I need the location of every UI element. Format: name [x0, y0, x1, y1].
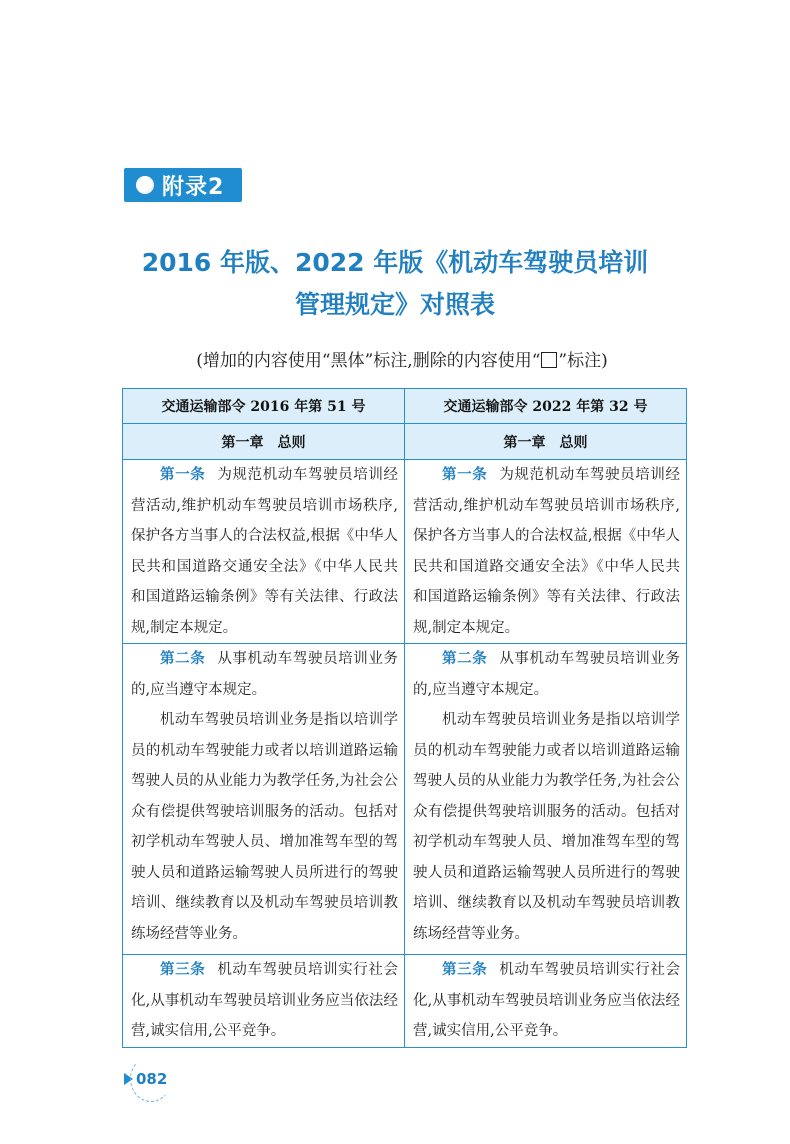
article-label: 第一条: [442, 467, 488, 483]
chapter-left: 第一章 总则: [123, 424, 405, 460]
cell-2016: [123, 955, 405, 1048]
article-text: 为规范机动车驾驶员培训经营活动,维护机动车驾驶员培训市场秩序,保护各方当事人的合法权益,根据《中华人民共和国道路交通安全法》《中华人民共和国道路运输条例》等有关法律、行政法规,制定本规定。: [131, 467, 399, 636]
badge-dot-icon: [136, 176, 154, 194]
page-title-line1: 2016 年版、2022 年版《机动车驾驶员培训: [141, 248, 649, 277]
cell-2022: [405, 955, 687, 1048]
box-icon: [541, 352, 557, 368]
table-row: [123, 460, 687, 644]
article-paragraph: [131, 644, 398, 705]
page-number: [124, 1070, 167, 1088]
page-number-text: 082: [136, 1070, 168, 1088]
article-paragraph: [413, 644, 680, 705]
table-row: [123, 955, 687, 1048]
article-paragraph: [413, 460, 680, 643]
article-label: 第三条: [442, 962, 488, 978]
article-paragraph: [131, 955, 398, 1047]
header-2022: 交通运输部令 2022 年第 32 号: [405, 389, 687, 424]
annotation-note: [120, 346, 684, 371]
chapter-row: [123, 424, 687, 460]
article-paragraph: 机动车驾驶员培训业务是指以培训学员的机动车驾驶能力或者以培训道路运输驾驶人员的从业能力为教学任务,为社会公众有偿提供驾驶培训服务的活动。包括对初学机动车驾驶人员、增加准驾车型的驾驶人员和道路运输驾驶人员所进行的驾驶培训、继续教育以及机动车驾驶员培训教练场经营等业务。: [413, 712, 680, 942]
comparison-table: [122, 388, 687, 1048]
article-paragraph: [131, 460, 398, 643]
article-label: 第二条: [160, 651, 206, 667]
article-text: 从事机动车驾驶员培训业务的,应当遵守本规定。: [131, 651, 399, 698]
article-label: 第一条: [160, 467, 206, 483]
header-2016: 交通运输部令 2016 年第 51 号: [123, 389, 405, 424]
article-text: 机动车驾驶员培训实行社会化,从事机动车驾驶员培训业务应当依法经营,诚实信用,公平竞争。: [131, 962, 399, 1039]
cell-2022: [405, 460, 687, 644]
cell-2016: [123, 644, 405, 955]
cell-2022: [405, 644, 687, 955]
article-text: 为规范机动车驾驶员培训经营活动,维护机动车驾驶员培训市场秩序,保护各方当事人的合法权益,根据《中华人民共和国道路交通安全法》《中华人民共和国道路运输条例》等有关法律、行政法规,制定本规定。: [413, 467, 681, 636]
table-row: [123, 644, 687, 955]
header-row: [123, 389, 687, 424]
chapter-right: 第一章 总则: [405, 424, 687, 460]
article-label: 第三条: [160, 962, 206, 978]
article-paragraph: [413, 955, 680, 1047]
article-text: 机动车驾驶员培训实行社会化,从事机动车驾驶员培训业务应当依法经营,诚实信用,公平竞争。: [413, 962, 681, 1039]
appendix-badge: [124, 168, 242, 202]
note-text-after: ”标注): [558, 351, 608, 371]
badge-label: 附录2: [162, 174, 225, 200]
page-arc-decoration: [130, 1056, 172, 1102]
note-text-before: (增加的内容使用“黑体”标注,删除的内容使用“: [196, 351, 541, 371]
page-title-line2: 管理规定》对照表: [294, 290, 495, 319]
article-text: 从事机动车驾驶员培训业务的,应当遵守本规定。: [413, 651, 681, 698]
cell-2016: [123, 460, 405, 644]
article-paragraph: 机动车驾驶员培训业务是指以培训学员的机动车驾驶能力或者以培训道路运输驾驶人员的从业能力为教学任务,为社会公众有偿提供驾驶培训服务的活动。包括对初学机动车驾驶人员、增加准驾车型的驾驶人员和道路运输驾驶人员所进行的驾驶培训、继续教育以及机动车驾驶员培训教练场经营等业务。: [131, 712, 398, 942]
article-label: 第二条: [442, 651, 488, 667]
